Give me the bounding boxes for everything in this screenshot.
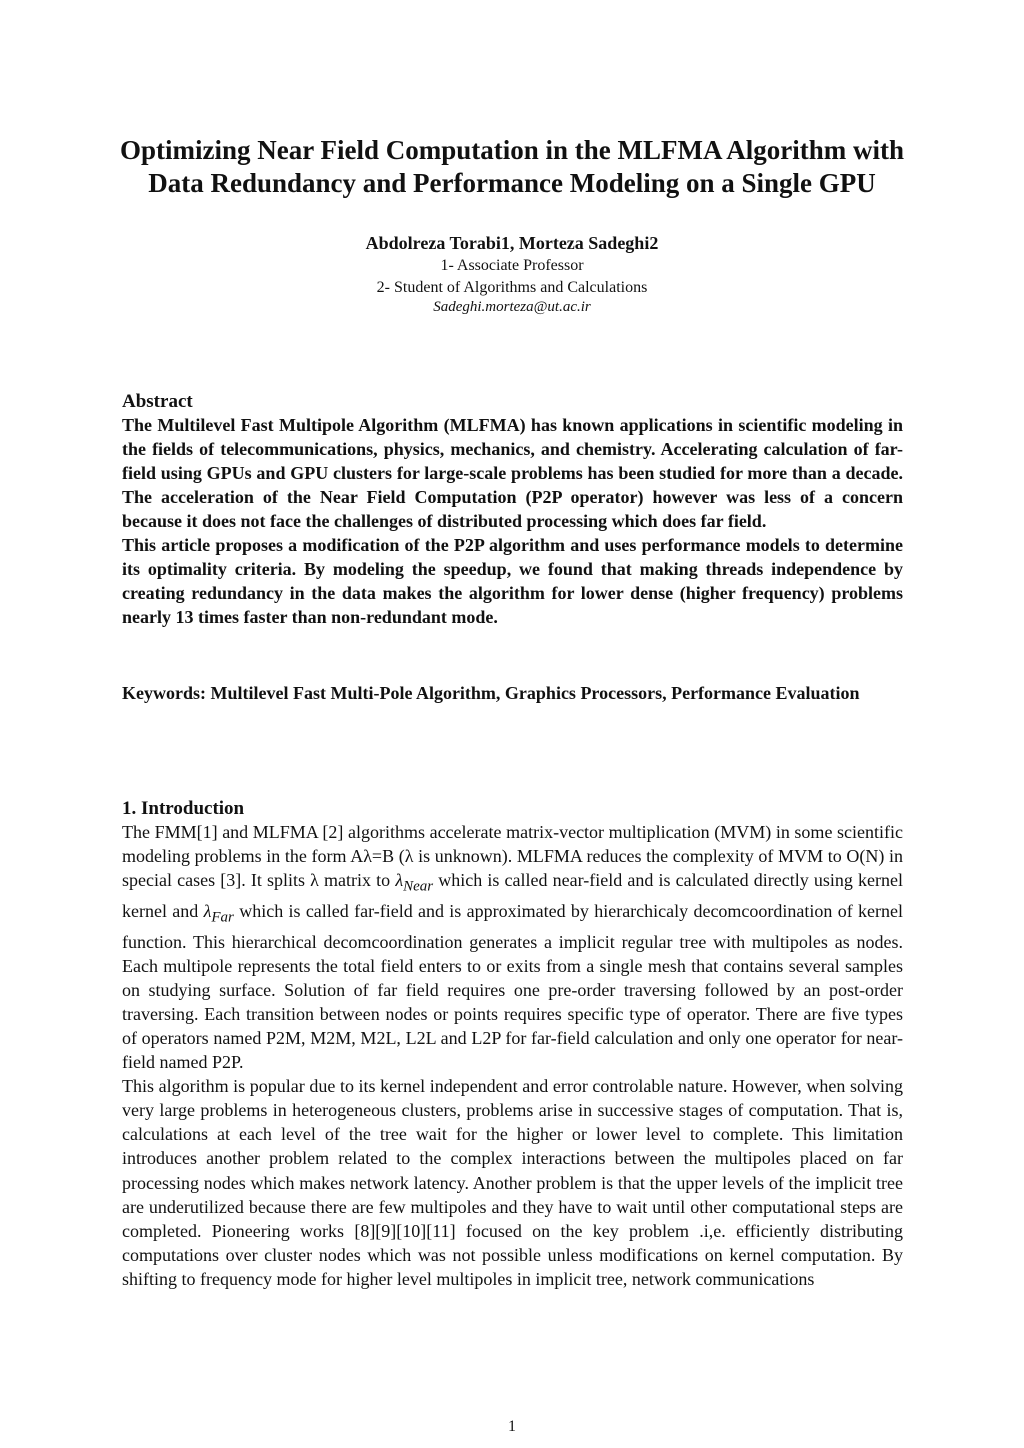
paper-authors: Abdolreza Torabi1, Morteza Sadeghi2 [365,233,659,253]
introduction-body [122,820,903,1291]
affiliation-1: 1- Associate Professor [440,257,584,274]
near-subscript: Near [403,878,434,895]
abstract-body [122,413,903,629]
lambda-near-symbol: $\lambda_{Near}$ [395,870,434,895]
affiliation-2: 2- Student of Algorithms and Calculations [376,279,648,296]
keywords: Keywords: Multilevel Fast Multi-Pole Algorithm, Graphics Processors, Performance Evaluation [122,683,860,703]
intro-text-a: The FMM[1] and MLFMA [2] algorithms accelerate matrix-vector multiplication (MVM) in some scientific modeling problems in the form Aλ=B (λ is unknown). MLFMA reduces the complexity of MVM to O(N) in special cases [3]. It splits λ matrix to [122,822,903,891]
section-heading-introduction: 1. Introduction [122,798,245,819]
far-subscript: Far [211,909,234,926]
lambda-far-symbol: $\lambda_{Far}$ [203,900,234,926]
intro-text-b: which is called near-field and is calculated directly using kernel kernel and [122,870,903,921]
abstract-heading: Abstract [122,391,193,412]
abstract-paragraph-2: This article proposes a modification of the P2P algorithm and uses performance models to determine its optimality criteria. By modeling the speedup, we found that making threads independence by creating redundancy in the data makes the algorithm for lower dense (higher frequency) problems nearly 13 times faster than non-redundant mode. [122,535,903,627]
abstract-paragraph-1: The Multilevel Fast Multipole Algorithm (MLFMA) has known applications in scientific modeling in the fields of telecommunications, physics, mechanics, and chemistry. Accelerating calculation of far-field using GPUs and GPU clusters for large-scale problems has been studied for more than a decade. The acceleration of the Near Field Computation (P2P operator) however was less of a concern because it does not face the challenges of distributed processing which does far field. [122,415,903,531]
introduction-paragraph-1 [122,820,903,1074]
intro-text-c: which is called far-field and is approximated by hierarchicaly decomcoordination of kernel function. This hierarchical decomcoordination generates a implicit regular tree with multipoles as nodes. Each multipole represents the total field enters to or exits from a single mesh that contains several samples on studying surface. Solution of far field requires one pre-order traversing followed by an post-order traversing. Each transition between nodes or points requires specific type of operator. There are five types of operators named P2M, M2M, M2L, L2L and L2P for far-field calculation and only one operator for near-field named P2P. [122,900,903,1073]
page-number: 1 [508,1418,516,1435]
paper-title: Optimizing Near Field Computation in the MLFMA Algorithm with Data Redundancy and Performance Modeling on a Single GPU [120,135,904,198]
introduction-paragraph-2: This algorithm is popular due to its kernel independent and error controlable nature. However, when solving very large problems in heterogeneous clusters, problems arise in successive stages of computation. That is, calculations at each level of the tree wait for the higher or lower level to complete. This limitation introduces another problem related to the complex interactions between the multipoles placed on far processing nodes which makes network latency. Another problem is that the upper levels of the implicit tree are underutilized because there are few multipoles and they have to wait until other computational steps are completed. Pioneering works [8][9][10][11] focused on the key problem .i,e. efficiently distributing computations over cluster nodes which was not possible unless modifications on kernel computation. By shifting to frequency mode for higher level multipoles in implicit tree, network communications [122,1076,903,1289]
author-email: Sadeghi.morteza@ut.ac.ir [433,299,591,315]
